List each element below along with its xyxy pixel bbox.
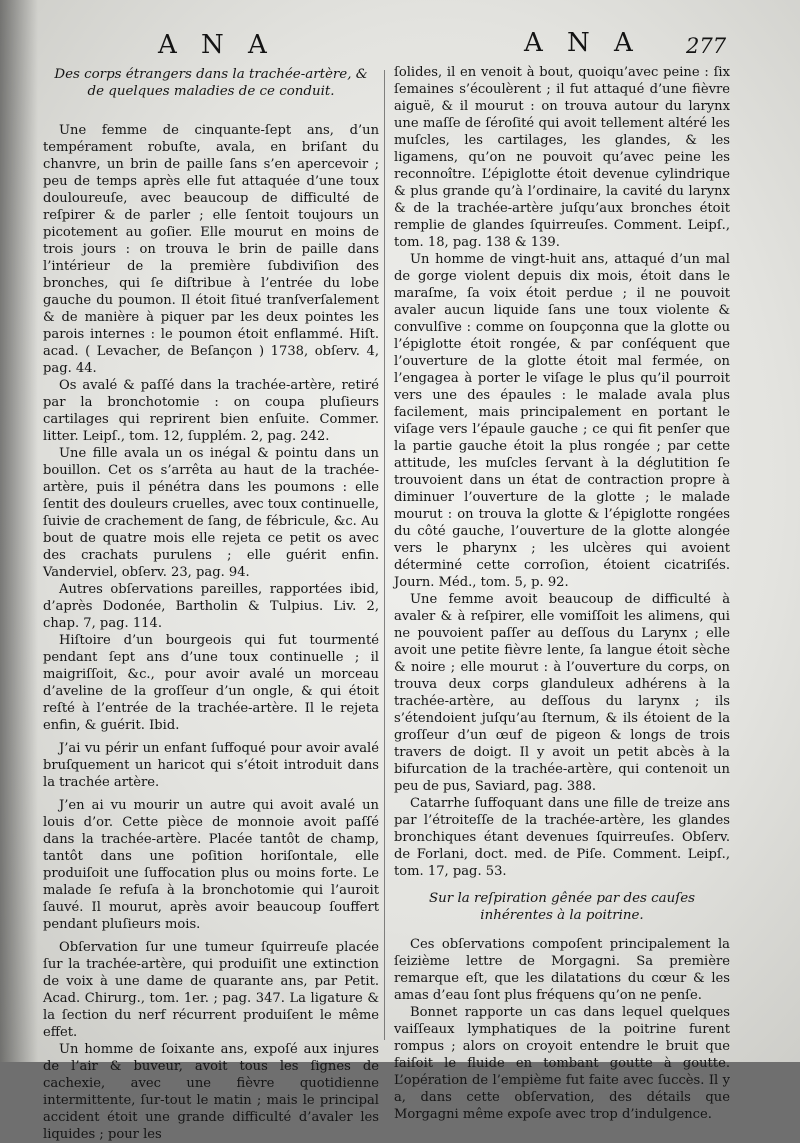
paragraph: Os avalé & paſſé dans la trachée-artère, retiré par la bronchotomie : on coupa pluſieurs cartilages qui reprirent bien enſuite. Commer. litter. Leipſ., tom. 12, ſupplém. 2, pag. 242. [43, 378, 379, 444]
paragraph: Une femme de cinquante-ſept ans, d’un tempérament robuſte, avala, en briſant du chanvre, un brin de paille ſans s’en apercevoir ; peu de temps après elle fut attaquée d’une toux douloureuſe, avec beaucoup de difficulté de reſpirer & de parler ; elle ſentoit toujours un picotement au goſier. Elle mourut en moins de trois jours : on trouva le brin de paille dans l’intérieur de la première ſubdiviſion des bronches, qui ſe diſtribue à l’entrée du lobe gauche du poumon. Il étoit ſitué tranſverſalement & de manière à piquer par les deux pointes les parois internes : le poumon étoit enflammé. Hiſt. acad. ( Levacher, de Beſançon ) 1738, obſerv. 4, pag. 44. [43, 123, 379, 376]
left-column [43, 64, 379, 1143]
column-divider [384, 70, 385, 1040]
page-number: 277 [686, 34, 727, 58]
right-column [394, 64, 730, 1123]
header-right-title: A N A [524, 28, 641, 58]
section-title-foreign-bodies: Des corps étrangers dans la trachée-artère, & de quelques maladies de ce conduit. [54, 67, 368, 99]
paragraph: Un homme de ſoixante ans, expoſé aux injures de l’air & buveur, avoit tous les ſignes de cachexie, avec une fièvre quotidienne intermittente, ſur-tout le matin ; mais le principal accident étoit une grande difficulté d’avaler les liquides ; pour les [43, 1042, 379, 1142]
paragraph: Une fille avala un os inégal & pointu dans un bouillon. Cet os s’arrêta au haut de la trachée-artère, puis il pénétra dans les poumons : elle ſentit des douleurs cruelles, avec toux continuelle, ſuivie de crachement de ſang, de fébricule, &c. Au bout de quatre mois elle rejeta ce petit os avec des crachats purulens ; elle guérit enfin. Vanderviel, obſerv. 23, pag. 94. [43, 446, 379, 580]
paragraph: Autres obſervations pareilles, rapportées ibid, d’après Dodonée, Bartholin & Tulpius. Liv. 2, chap. 7, pag. 114. [43, 582, 379, 631]
paragraph: Hiſtoire d’un bourgeois qui fut tourmenté pendant ſept ans d’une toux continuelle ; il maigriſſoit, &c., pour avoir avalé un morceau d’aveline de la groſſeur d’un ongle, & qui étoit reſté à l’entrée de la trachée-artère. Il le rejeta enfin, & guérit. Ibid. [43, 633, 379, 733]
paragraph: Bonnet rapporte un cas dans lequel quelques vaiſſeaux lymphatiques de la poitrine furent rompus ; alors on croyoit entendre le bruit que faiſoit le fluide en tombant goutte à goutte. L’opération de l’empième fut faite avec ſuccès. Il y a, dans cette obſervation, des détails que Morgagni même expoſe avec trop d’indulgence. [394, 1005, 730, 1122]
paragraph: J’ai vu périr un enfant ſuffoqué pour avoir avalé bruſquement un haricot qui s’étoit introduit dans la trachée artère. [43, 741, 379, 790]
paragraph: Catarrhe ſuffoquant dans une fille de treize ans par l’étroiteſſe de la trachée-artère, les glandes bronchiques étant devenues ſquirreuſes. Obſerv. de Forlani, doct. med. de Piſe. Comment. Leipſ., tom. 17, pag. 53. [394, 796, 730, 879]
paragraph: Ces obſervations compoſent principalement la ſeizième lettre de Morgagni. Sa première remarque eſt, que les dilatations du cœur & les amas d’eau ſont plus fréquens qu’on ne penſe. [394, 937, 730, 1003]
paragraph: Obſervation ſur une tumeur ſquirreuſe placée ſur la trachée-artère, qui produiſit une extinction de voix à une dame de quarante ans, par Petit. Acad. Chirurg., tom. 1er. ; pag. 347. La ligature & la ſection du nerf récurrent produiſent le même effet. [43, 940, 379, 1040]
binding-shadow [0, 0, 38, 1062]
header-left-title: A N A [158, 30, 275, 60]
paragraph: Un homme de vingt-huit ans, attaqué d’un mal de gorge violent depuis dix mois, étoit dans le maraſme, ſa voix étoit perdue ; il ne pouvoit avaler aucun liquide ſans une toux violente & convulſive : comme on ſoupçonna que la glotte ou l’épiglotte étoit rongée, & par conſéquent que l’ouverture de la glotte étoit mal fermée, on l’engagea à porter le viſage le plus qu’il pourroit vers une des épaules : le malade avala plus facilement, mais principalement en portant le viſage vers l’épaule gauche ; ce qui fit penſer que la partie gauche étoit la plus rongée ; par cette attitude, les muſcles ſervant à la déglutition ſe trouvoient dans un état de contraction propre à diminuer l’ouverture de la glotte ; le malade mourut : on trouva la glotte & l’épiglotte rongées du côté gauche, l’ouverture de la glotte alongée vers le pharynx ; les ulcères qui avoient déterminé cette corroſion, étoient cicatriſés. Journ. Méd., tom. 5, p. 92. [394, 252, 730, 590]
paragraph: Une femme avoit beaucoup de difficulté à avaler & à reſpirer, elle vomiſſoit les alimens, qui ne pouvoient paſſer au deſſous du Larynx ; elle avoit une petite fièvre lente, ſa langue étoit sèche & noire ; elle mourut : à l’ouverture du corps, on trouva deux corps glanduleux adhérens à la trachée-artère, au deſſous du larynx ; ils s’étendoient juſqu’au ſternum, & ils étoient de la groſſeur d’un œuf de pigeon & longs de trois travers de doigt. Il y avoit un petit abcès à la bifurcation de la trachée-artère, qui contenoit un peu de pus, Saviard, pag. 388. [394, 592, 730, 794]
paragraph: ſolides, il en venoit à bout, quoiqu’avec peine : ſix ſemaines s’écoulèrent ; il fut attaqué d’une fièvre aiguë, & il mourut : on trouva autour du larynx une maſſe de ſéroſité qui avoit tellement altéré les muſcles, les cartilages, les glandes, & les ligamens, qu’on ne pouvoit qu’avec peine les reconnoître. L’épiglotte étoit devenue cylindrique & plus grande qu’à l’ordinaire, la cavité du larynx & de la trachée-artère juſqu’aux bronches étoit remplie de glandes ſquirreuſes. Comment. Leipſ., tom. 18, pag. 138 & 139. [394, 65, 730, 250]
paragraph: J’en ai vu mourir un autre qui avoit avalé un louis d’or. Cette pièce de monnoie avoit paſſé dans la trachée-artère. Placée tantôt de champ, tantôt dans une poſition horiſontale, elle produiſoit une ſuffocation plus ou moins forte. Le malade ſe refuſa à la bronchotomie qui l’auroit ſauvé. Il mourut, après avoir beaucoup ſouffert pendant pluſieurs mois. [43, 798, 379, 932]
section-title-respiration: Sur la reſpiration gênée par des cauſes inhérentes à la poitrine. [428, 891, 696, 923]
running-header [40, 24, 740, 60]
